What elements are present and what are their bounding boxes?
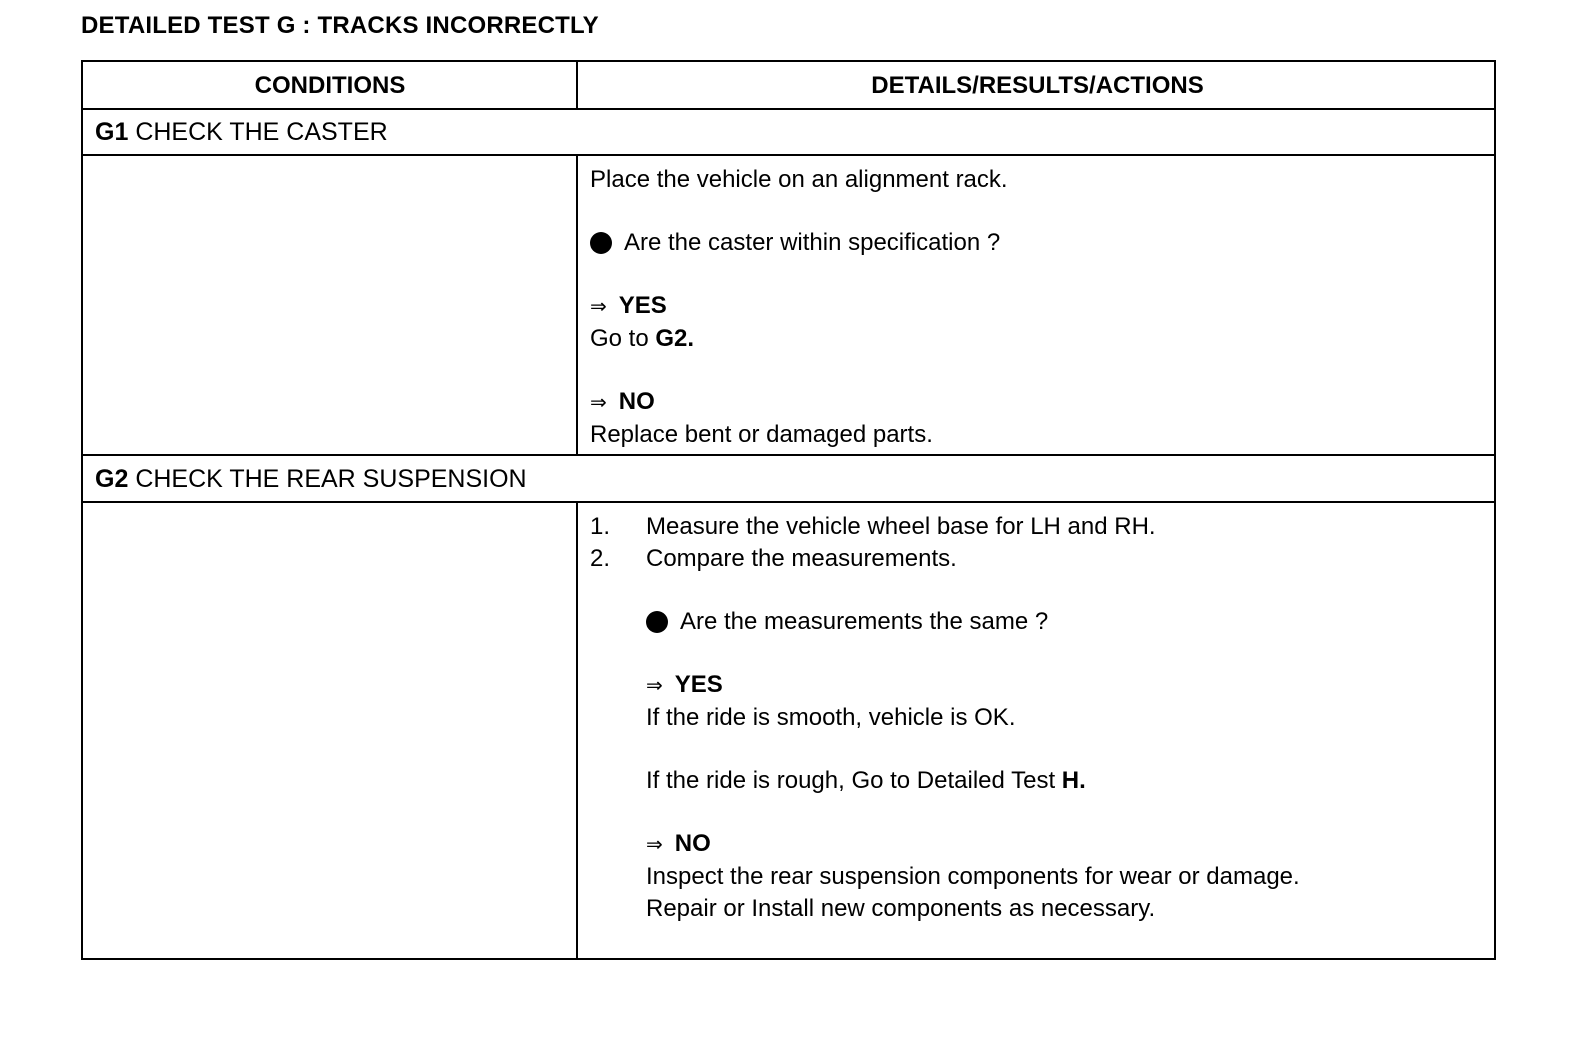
step-id-g2: G2 [95, 465, 129, 493]
g1-yes-label [590, 290, 1008, 323]
g1-no-action: Replace bent or damaged parts. [590, 421, 933, 448]
g2-yes-text: YES [674, 671, 723, 698]
g2-yes-ref: H. [1061, 767, 1086, 794]
g2-no-action-1: Inspect the rear suspension components for wear or damage. [646, 863, 1300, 890]
g1-intro: Place the vehicle on an alignment rack. [590, 166, 1008, 193]
arrow-right-icon: ⇒ [646, 675, 663, 697]
g2-yes-action-1: If the ride is smooth, vehicle is OK. [646, 704, 1016, 731]
step-title-g1: CHECK THE CASTER [135, 118, 388, 146]
step-title-g2: CHECK THE REAR SUSPENSION [135, 465, 527, 493]
g1-no-text: NO [618, 388, 655, 415]
g1-yes-text: YES [618, 292, 667, 319]
g2-list-num: 2. [590, 545, 611, 572]
g1-yes-prefix: Go to [590, 325, 649, 352]
g2-question-text: Are the measurements the same ? [680, 608, 1049, 635]
column-divider-header [576, 62, 578, 108]
arrow-right-icon: ⇒ [590, 392, 607, 414]
g2-no-label [646, 828, 1300, 861]
g2-yes-label [646, 669, 1300, 702]
column-divider-g1 [576, 154, 578, 454]
g1-no-label [590, 386, 1008, 419]
details-header: DETAILS/RESULTS/ACTIONS [871, 72, 1204, 99]
g2-indented-block [590, 575, 1300, 925]
g2-list-item [590, 543, 1300, 575]
step-id-g1: G1 [95, 118, 129, 146]
arrow-right-icon: ⇒ [590, 296, 607, 318]
g2-list-num: 1. [590, 513, 611, 540]
g1-question [590, 227, 1008, 259]
g1-yes-ref: G2. [655, 325, 695, 352]
page-title: DETAILED TEST G : TRACKS INCORRECTLY [81, 12, 599, 39]
g2-list-text: Measure the vehicle wheel base for LH and RH. [646, 513, 1156, 540]
column-divider-g2 [576, 501, 578, 960]
conditions-header: CONDITIONS [254, 72, 406, 99]
step-details-g1 [590, 164, 1008, 451]
g2-yes-prefix: If the ride is rough, Go to Detailed Test [646, 767, 1056, 794]
diagnostic-table [81, 60, 1496, 960]
bullet-icon [590, 232, 612, 254]
step-heading-g2 [95, 456, 527, 502]
g2-list-text: Compare the measurements. [646, 545, 957, 572]
g2-no-text: NO [674, 830, 711, 857]
bullet-icon [646, 611, 668, 633]
g2-yes-action-2 [646, 765, 1300, 797]
arrow-right-icon: ⇒ [646, 834, 663, 856]
g2-question [646, 606, 1300, 638]
g1-question-text: Are the caster within specification ? [624, 229, 1001, 256]
g2-no-action-2: Repair or Install new components as necessary. [646, 895, 1156, 922]
step-heading-g1 [95, 109, 388, 155]
step-details-g2 [590, 511, 1300, 925]
g1-yes-action [590, 323, 1008, 355]
g2-list-item [590, 511, 1300, 543]
